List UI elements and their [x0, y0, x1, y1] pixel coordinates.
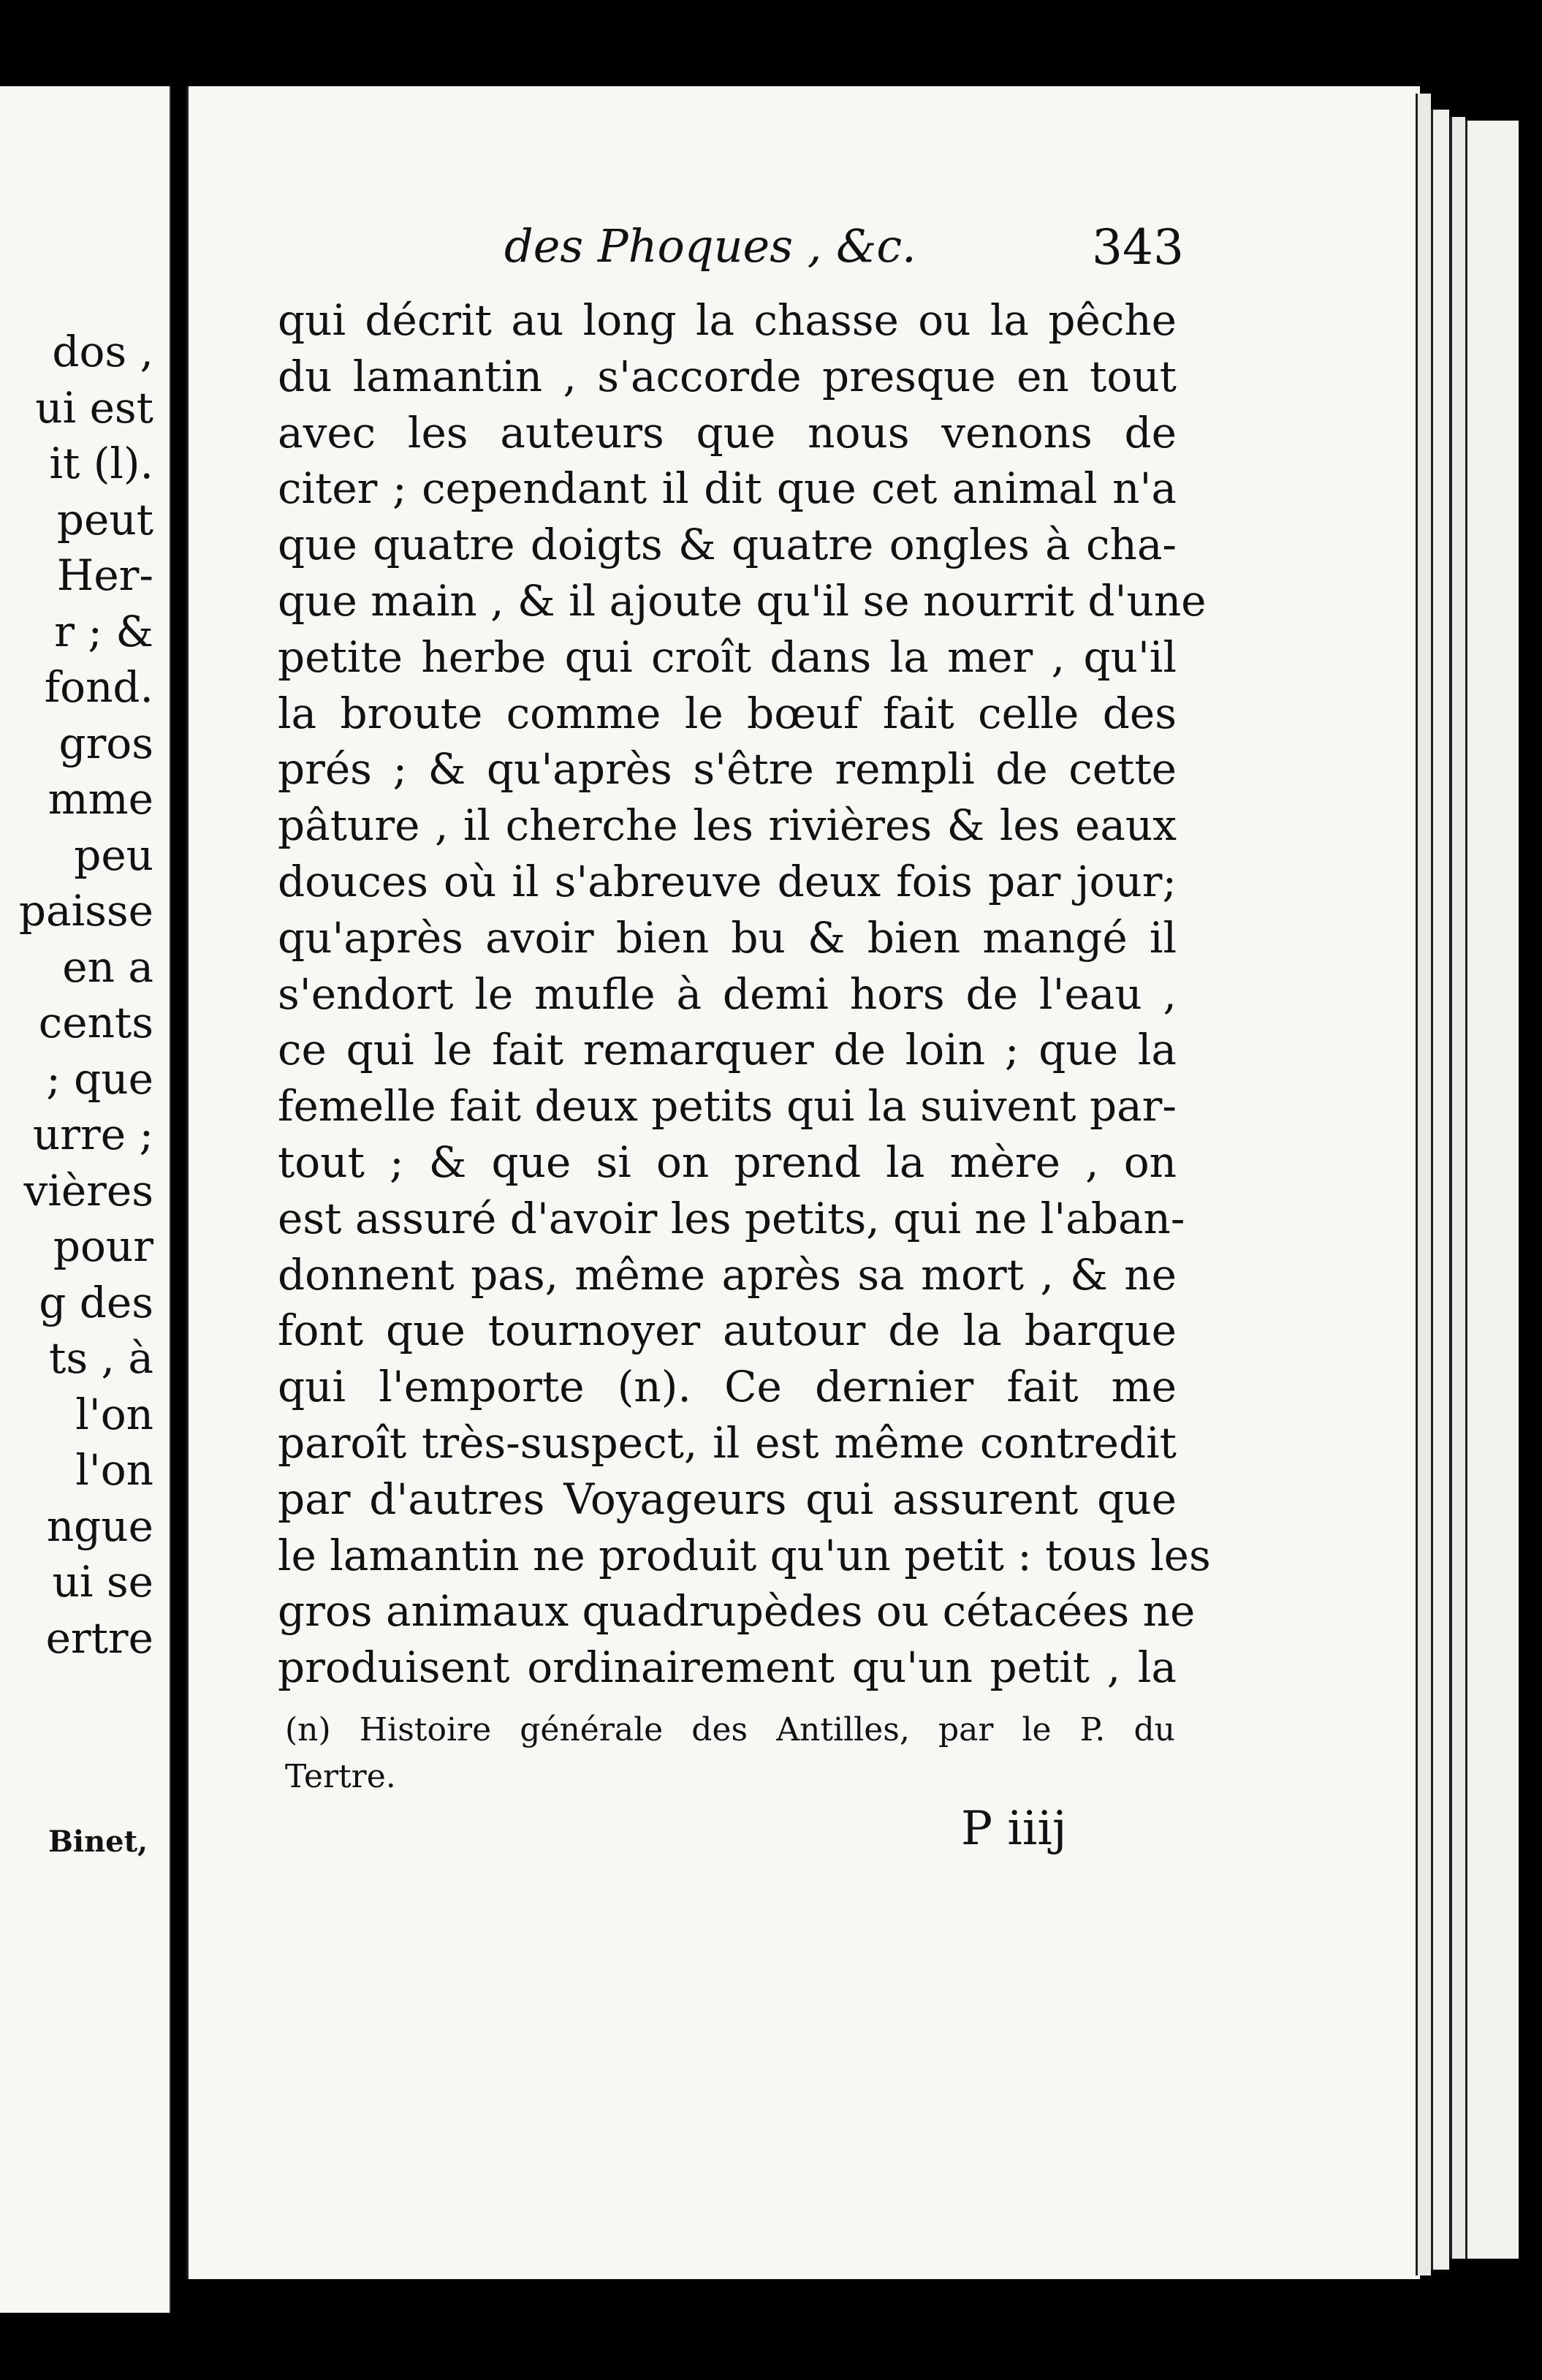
text-line: paroît très-suspect, il est même contredit — [278, 1417, 1177, 1468]
left-line: gros — [58, 718, 153, 768]
left-line: paisse — [18, 886, 153, 936]
footnote-line: Tertre. — [285, 1758, 396, 1795]
text-line: pâture , il cherche les rivières & les eaux — [278, 800, 1177, 851]
text-line: douces où il s'abreuve deux fois par jour; — [278, 856, 1177, 906]
left-page — [0, 86, 171, 2313]
page-edge — [1431, 110, 1449, 2270]
left-line: l'on — [75, 1389, 153, 1439]
left-line: ui est — [35, 382, 153, 433]
footnote — [285, 1707, 1175, 1800]
running-head: des Phoques , &c. — [504, 219, 916, 273]
left-line: pour — [53, 1221, 153, 1271]
text-line: qui décrit au long la chasse ou la pêche — [278, 295, 1177, 345]
text-line: s'endort le mufle à demi hors de l'eau , — [278, 969, 1177, 1019]
footnote-line: (n) Histoire générale des Antilles, par le P. du — [285, 1711, 1175, 1748]
text-line: ce qui le fait remarquer de loin ; que la — [278, 1025, 1177, 1075]
text-line: la broute comme le bœuf fait celle des — [278, 688, 1177, 738]
left-line: ui se — [52, 1557, 153, 1607]
left-line: vières — [23, 1165, 153, 1216]
text-line: tout ; & que si on prend la mère , on — [278, 1137, 1177, 1187]
page-number: 343 — [1092, 219, 1184, 276]
left-line: fond. — [44, 662, 153, 712]
text-line: produisent ordinairement qu'un petit , la — [278, 1642, 1177, 1693]
left-line: g des — [39, 1277, 153, 1327]
left-line: it (l). — [49, 439, 153, 488]
text-line: que main , & il ajoute qu'il se nourrit d'une — [278, 575, 1207, 626]
left-line: en a — [62, 941, 153, 992]
text-line: par d'autres Voyageurs qui assurent que — [278, 1474, 1177, 1524]
left-page-signature: Binet, — [48, 1824, 148, 1859]
text-line: donnent pas, même après sa mort , & ne — [278, 1249, 1177, 1300]
left-line: ngue — [46, 1501, 153, 1551]
left-line: ts , à — [49, 1333, 153, 1383]
text-line: le lamantin ne produit qu'un petit : tous les — [278, 1530, 1211, 1580]
page-edge — [1416, 94, 1431, 2275]
body-text — [278, 292, 1211, 1696]
text-line: citer ; cependant il dit que cet animal n'a — [278, 463, 1177, 514]
left-line: peu — [74, 830, 153, 880]
text-line: est assuré d'avoir les petits, qui ne l'aban- — [278, 1193, 1185, 1243]
left-line: ertre — [45, 1612, 153, 1663]
page-header — [504, 219, 1184, 285]
left-line: dos , — [52, 327, 153, 376]
text-line: gros animaux quadrupèdes ou cétacées ne — [278, 1586, 1196, 1637]
left-line: r ; & — [54, 606, 153, 656]
text-line: font que tournoyer autour de la barque — [278, 1305, 1177, 1356]
text-line: petite herbe qui croît dans la mer , qu'il — [278, 632, 1177, 682]
left-page-text — [19, 324, 153, 1666]
left-line: urre ; — [32, 1110, 153, 1159]
text-line: qu'après avoir bien bu & bien mangé il — [278, 912, 1177, 963]
left-line: peut — [56, 494, 153, 545]
text-line: prés ; & qu'après s'être rempli de cette — [278, 744, 1177, 795]
left-line: l'on — [75, 1445, 153, 1495]
page-edge — [1465, 121, 1519, 2259]
text-line: qui l'emporte (n). Ce dernier fait me — [278, 1362, 1177, 1412]
text-line: que quatre doigts & quatre ongles à cha- — [278, 520, 1177, 570]
left-line: Her- — [56, 550, 153, 600]
signature-mark: P iiij — [961, 1802, 1067, 1856]
text-line: du lamantin , s'accorde presque en tout — [278, 351, 1177, 401]
left-line: ; que — [46, 1053, 153, 1104]
text-line: avec les auteurs que nous venons de — [278, 407, 1177, 458]
page-edge — [1450, 117, 1465, 2259]
text-line: femelle fait deux petits qui la suivent par- — [278, 1081, 1177, 1132]
left-line: mme — [48, 774, 153, 824]
left-line: cents — [38, 998, 153, 1047]
